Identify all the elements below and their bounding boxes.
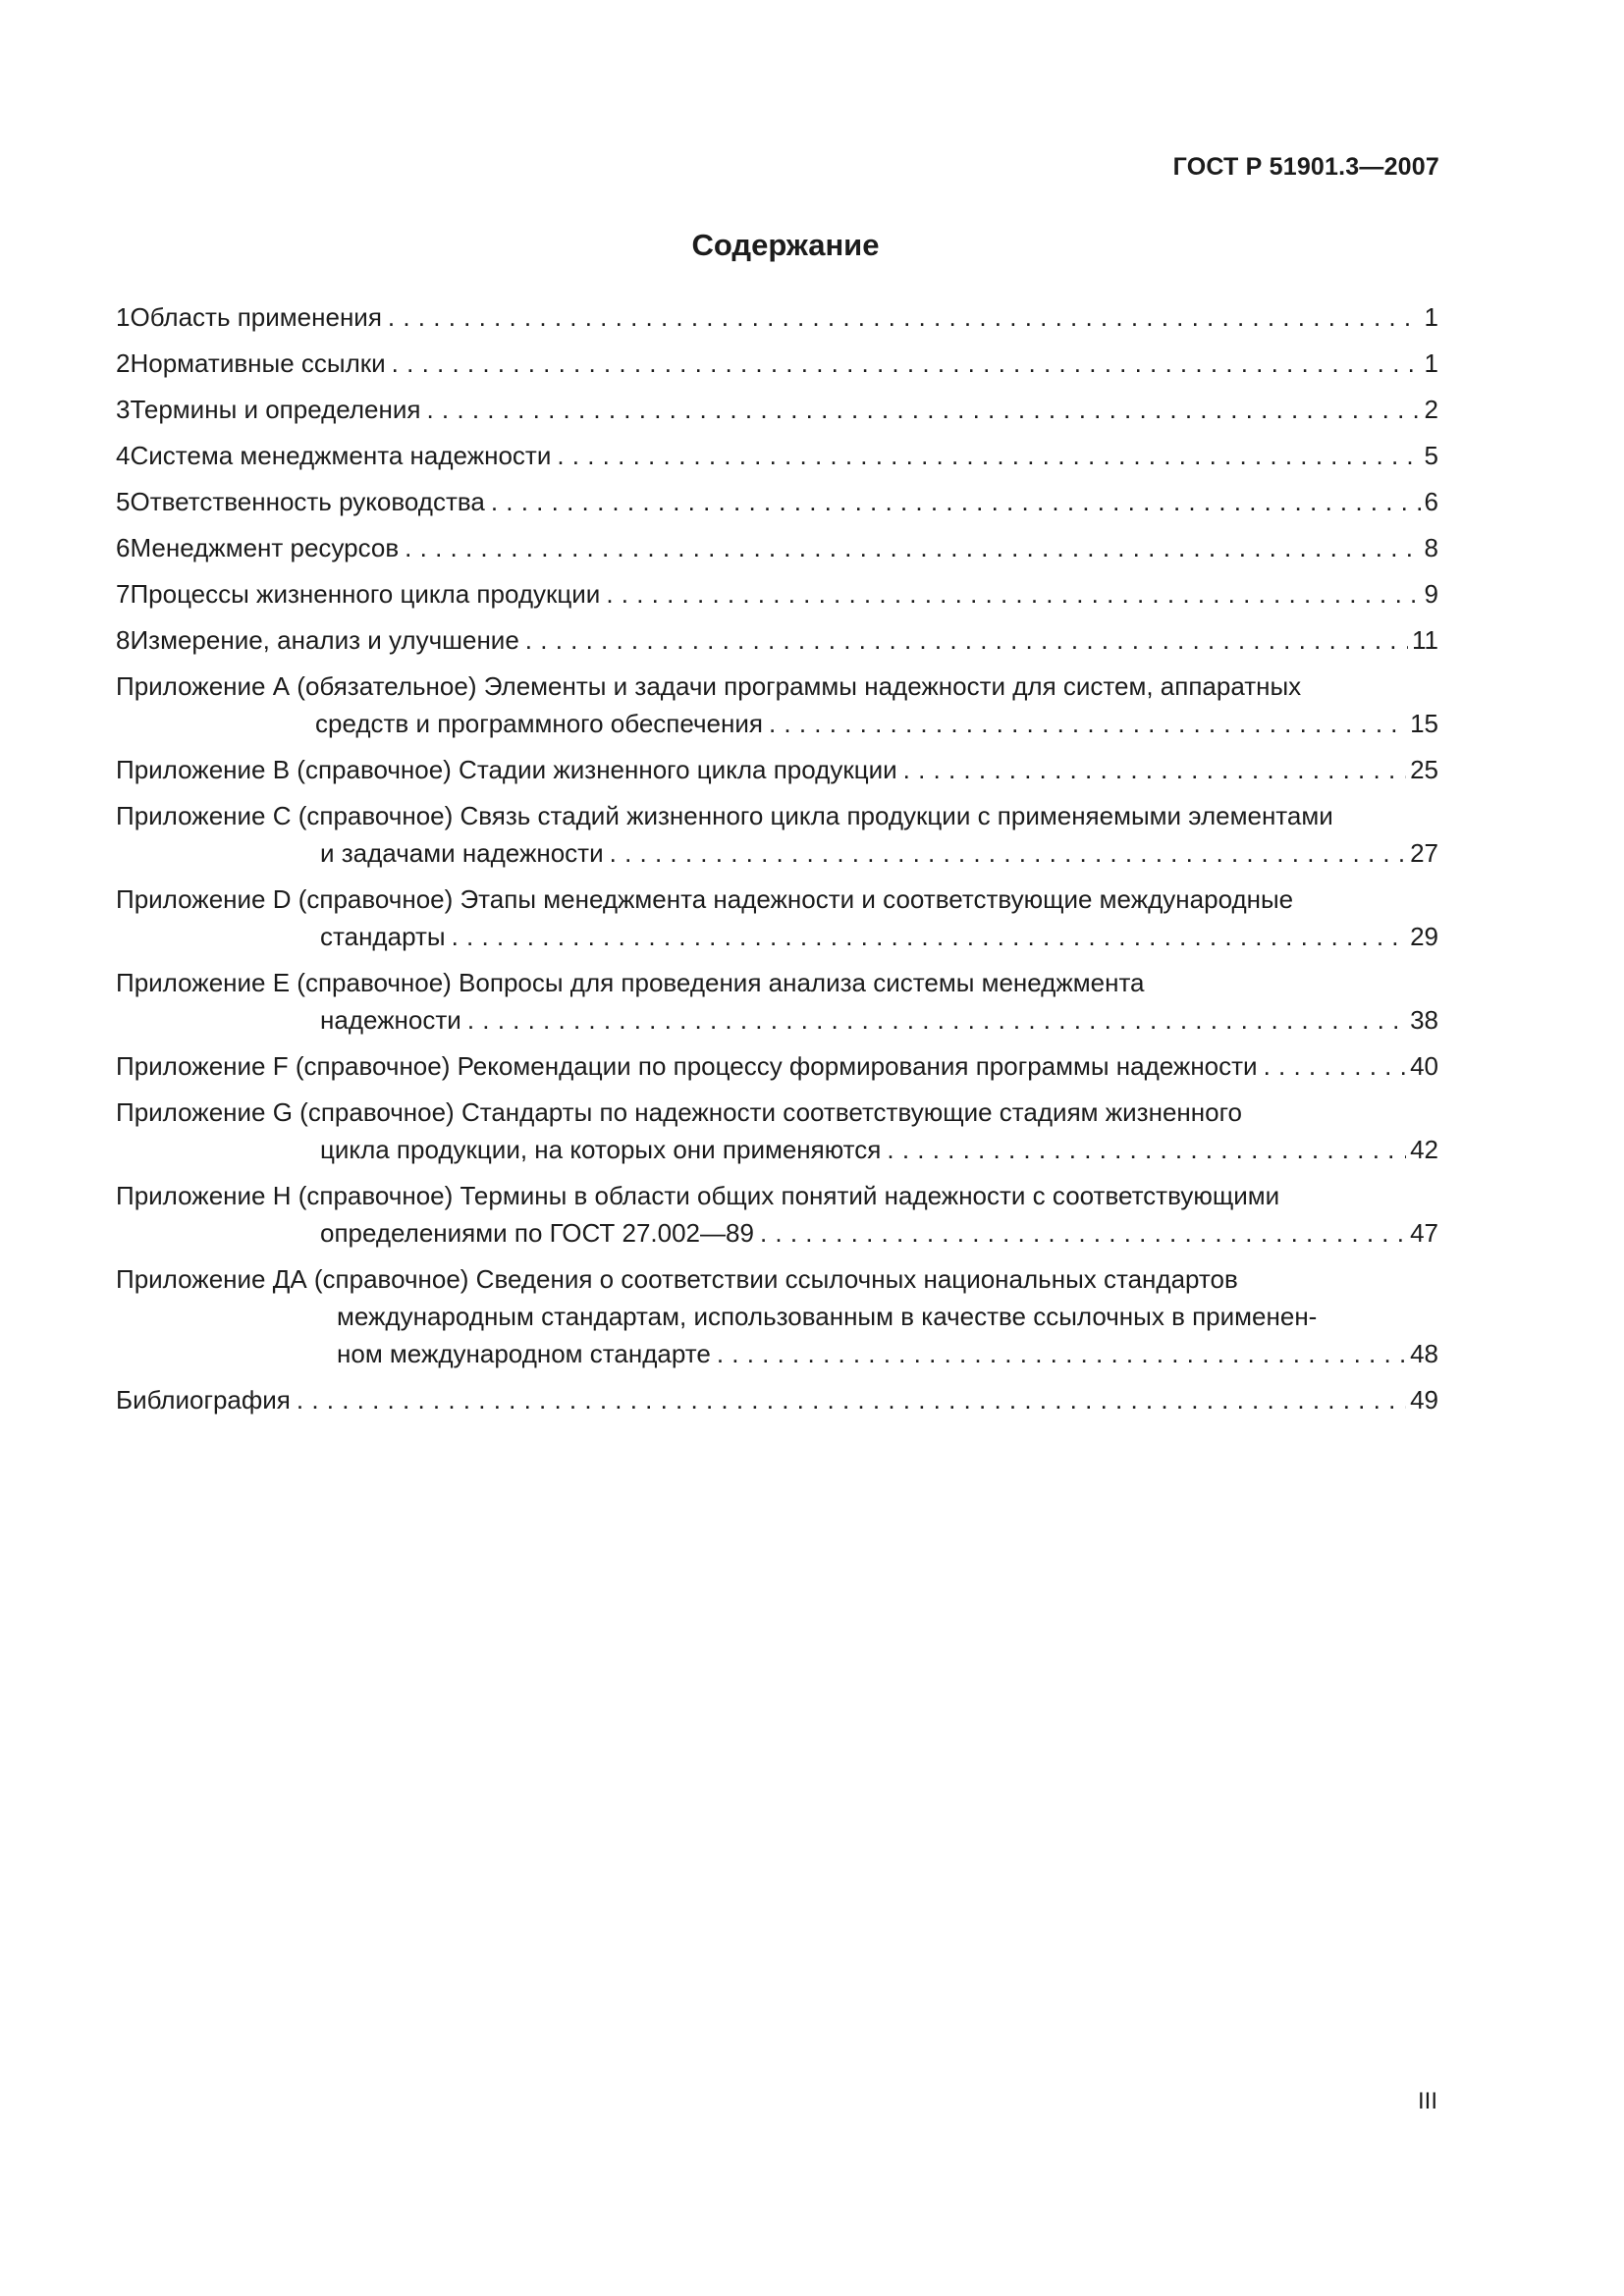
page-ref: 11 [1412, 625, 1438, 655]
page-ref: 2 [1424, 395, 1438, 424]
dot-leader [903, 751, 1406, 788]
annex-line: определениями по ГОСТ 27.002—89 [320, 1218, 754, 1248]
page-number: III [1417, 2088, 1437, 2114]
toc-entry-section-6[interactable] [116, 529, 1438, 566]
page-ref: 6 [1424, 487, 1438, 516]
dot-leader [297, 1381, 1406, 1418]
annex-line: стандарты [320, 922, 446, 951]
annex-line: средств и программного обеспечения [315, 709, 763, 738]
page-ref: 1 [1424, 348, 1438, 378]
dot-leader [392, 345, 1421, 382]
annex-line: Приложение С (справочное) Связь стадий жизненного цикла продукции с применяемыми элементами [116, 801, 1333, 830]
toc-entry-annex-e[interactable] [116, 964, 1438, 1039]
annex-line: Приложение А (обязательное) Элементы и задачи программы надежности для систем, аппаратных [116, 671, 1302, 701]
toc-title: Содержание [691, 228, 880, 262]
dot-leader [610, 834, 1406, 872]
toc-entry-annex-c[interactable] [116, 797, 1438, 872]
section-title: Нормативные ссылки [130, 348, 386, 378]
dot-leader [717, 1335, 1406, 1372]
dot-leader [388, 298, 1421, 336]
toc-entry-annex-b[interactable] [116, 751, 1438, 788]
dot-leader [760, 1214, 1406, 1252]
annex-line: Приложение Н (справочное) Термины в области общих понятий надежности с соответствующими [116, 1181, 1280, 1210]
page-ref: 40 [1410, 1051, 1438, 1081]
page-ref: 48 [1410, 1339, 1438, 1368]
toc-entry-annex-h[interactable] [116, 1177, 1438, 1252]
annex-line: Приложение В (справочное) Стадии жизненного цикла продукции [116, 755, 897, 784]
section-title: Процессы жизненного цикла продукции [130, 579, 601, 609]
toc-entry-section-8[interactable] [116, 621, 1438, 659]
toc-entry-annex-a[interactable] [116, 667, 1438, 742]
annex-line: надежности [320, 1005, 461, 1035]
page-ref: 9 [1424, 579, 1438, 609]
page-ref: 38 [1410, 1005, 1438, 1035]
toc-entry-annex-da[interactable] [116, 1260, 1438, 1372]
section-number: 2 [116, 348, 131, 378]
section-number: 7 [116, 579, 131, 609]
bibliography-title: Библиография [116, 1385, 291, 1415]
page-ref: 47 [1410, 1218, 1438, 1248]
dot-leader [769, 705, 1406, 742]
section-title: Термины и определения [130, 395, 421, 424]
toc-entry-annex-g[interactable] [116, 1094, 1438, 1168]
annex-line: цикла продукции, на которых они применяются [320, 1135, 882, 1164]
section-number: 4 [116, 441, 131, 470]
dot-leader [887, 1131, 1406, 1168]
toc-entry-section-3[interactable] [116, 391, 1438, 428]
section-number: 1 [116, 302, 131, 332]
dot-leader [467, 1001, 1406, 1039]
toc-entry-section-5[interactable] [116, 483, 1438, 520]
toc-entry-annex-d[interactable] [116, 881, 1438, 955]
page-ref: 29 [1410, 922, 1438, 951]
annex-line: Приложение F (справочное) Рекомендации по процессу формирования программы надежности [116, 1051, 1258, 1081]
dot-leader [525, 621, 1408, 659]
dot-leader [557, 437, 1420, 474]
dot-leader [1264, 1047, 1407, 1085]
section-number: 3 [116, 395, 131, 424]
section-number: 5 [116, 487, 131, 516]
annex-line: Приложение ДА (справочное) Сведения о соответствии ссылочных национальных стандартов [116, 1264, 1238, 1294]
page-ref: 25 [1410, 755, 1438, 784]
dot-leader [426, 391, 1420, 428]
toc-entry-section-2[interactable] [116, 345, 1438, 382]
annex-line: Приложение D (справочное) Этапы менеджмента надежности и соответствующие международные [116, 884, 1294, 914]
annex-line: и задачами надежности [320, 838, 604, 868]
section-number: 8 [116, 625, 131, 655]
toc-entry-bibliography[interactable] [116, 1381, 1438, 1418]
page-ref: 49 [1410, 1385, 1438, 1415]
section-title: Менеджмент ресурсов [130, 533, 400, 562]
section-title: Область применения [130, 302, 382, 332]
page-ref: 1 [1424, 302, 1438, 332]
toc-entry-annex-f[interactable] [116, 1047, 1438, 1085]
section-title: Система менеджмента надежности [130, 441, 552, 470]
page-ref: 8 [1424, 533, 1438, 562]
page-ref: 42 [1410, 1135, 1438, 1164]
page-ref: 5 [1424, 441, 1438, 470]
dot-leader [405, 529, 1420, 566]
section-title: Ответственность руководства [130, 487, 485, 516]
toc-entry-section-4[interactable] [116, 437, 1438, 474]
annex-line: Приложение Е (справочное) Вопросы для проведения анализа системы менеджмента [116, 968, 1145, 997]
annex-line: Приложение G (справочное) Стандарты по надежности соответствующие стадиям жизненного [116, 1097, 1242, 1127]
page-ref: 27 [1410, 838, 1438, 868]
dot-leader [606, 575, 1420, 613]
toc-entry-section-7[interactable] [116, 575, 1438, 613]
annex-line: международным стандартам, использованным в качестве ссылочных в применен- [337, 1302, 1318, 1331]
section-number: 6 [116, 533, 131, 562]
dot-leader [491, 483, 1421, 520]
toc-entry-section-1[interactable] [116, 298, 1438, 336]
section-title: Измерение, анализ и улучшение [130, 625, 519, 655]
page-ref: 15 [1410, 709, 1438, 738]
table-of-contents [116, 298, 1438, 1418]
document-code: ГОСТ Р 51901.3—2007 [1172, 153, 1439, 181]
dot-leader [452, 918, 1407, 955]
annex-line: ном международном стандарте [337, 1339, 711, 1368]
